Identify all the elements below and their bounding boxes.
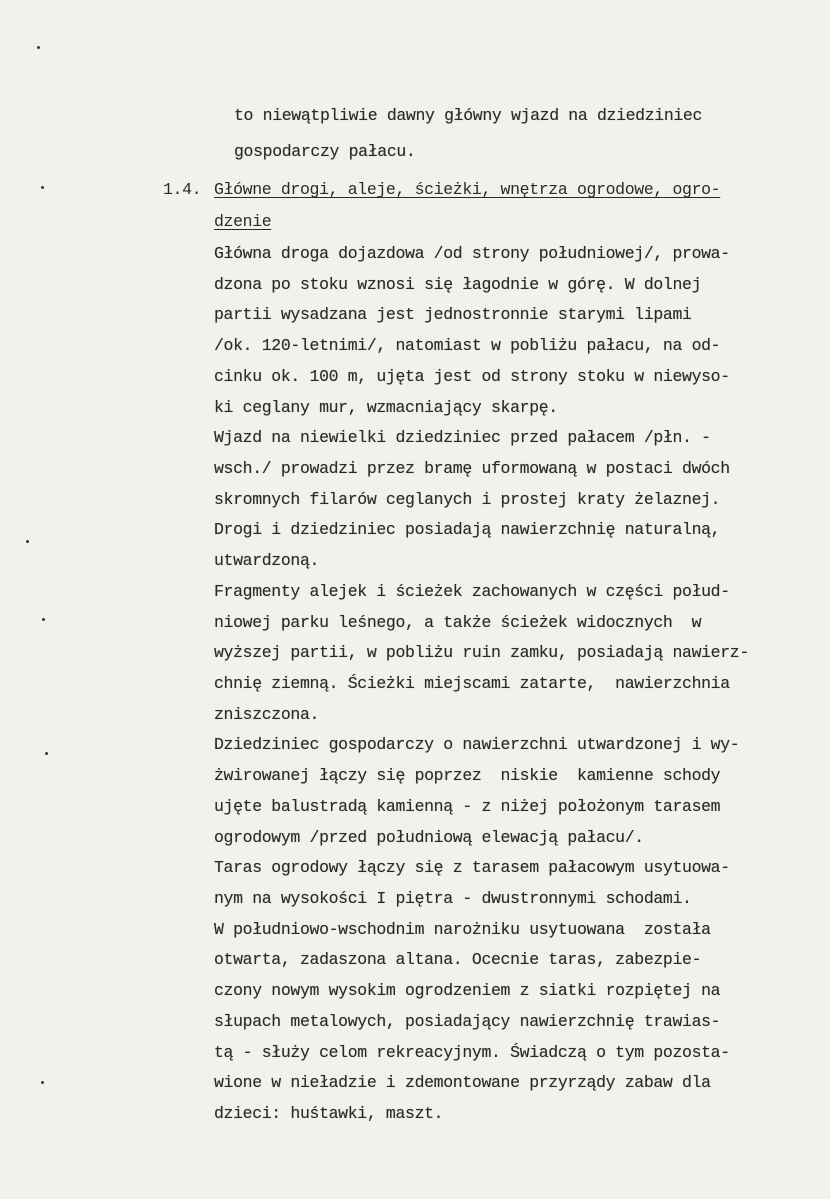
body-line: ogrodowym /przed południową elewacją pałacu/. (214, 828, 644, 847)
body-line: Główna droga dojazdowa /od strony południowej/, prowa- (214, 244, 730, 263)
body-line: tą - służy celom rekreacyjnym. Świadczą o tym pozosta- (214, 1043, 730, 1062)
body-line: dzona po stoku wznosi się łagodnie w górę. W dolnej (214, 275, 702, 294)
margin-speck (37, 46, 40, 49)
intro-line: to niewątpliwie dawny główny wjazd na dziedziniec (234, 106, 703, 125)
body-line: W południowo-wschodnim narożniku usytuowana została (214, 920, 711, 939)
body-line: partii wysadzana jest jednostronnie starymi lipami (214, 305, 692, 324)
body-line: wyższej partii, w pobliżu ruin zamku, posiadają nawierz- (214, 643, 749, 662)
body-line: Fragmenty alejek i ścieżek zachowanych w części połud- (214, 582, 730, 601)
section-title: Główne drogi, aleje, ścieżki, wnętrza ogrodowe, ogro- (214, 180, 721, 199)
margin-speck (26, 540, 29, 543)
body-line: niowej parku leśnego, a także ścieżek widocznych w (214, 613, 702, 632)
body-line: czony nowym wysokim ogrodzeniem z siatki rozpiętej na (214, 981, 721, 1000)
body-line: Taras ogrodowy łączy się z tarasem pałacowym usytuowa- (214, 858, 730, 877)
body-line: ujęte balustradą kamienną - z niżej położonym tarasem (214, 797, 721, 816)
body-line: skromnych filarów ceglanych i prostej kraty żelaznej. (214, 490, 721, 509)
body-line: ki ceglany mur, wzmacniający skarpę. (214, 398, 558, 417)
body-line: chnię ziemną. Ścieżki miejscami zatarte, nawierzchnia (214, 674, 730, 693)
body-line: nym na wysokości I piętra - dwustronnymi schodami. (214, 889, 692, 908)
body-line: zniszczona. (214, 705, 320, 724)
body-line: /ok. 120-letnimi/, natomiast w pobliżu pałacu, na od- (214, 336, 721, 355)
intro-line: gospodarczy pałacu. (234, 142, 416, 161)
body-line: cinku ok. 100 m, ujęta jest od strony stoku w niewyso- (214, 367, 730, 386)
margin-speck (41, 186, 44, 189)
body-line: wsch./ prowadzi przez bramę uformowaną w postaci dwóch (214, 459, 730, 478)
margin-speck (42, 618, 45, 621)
body-line: utwardzoną. (214, 551, 320, 570)
body-line: otwarta, zadaszona altana. Ocecnie taras, zabezpie- (214, 950, 702, 969)
body-line: Dziedziniec gospodarczy o nawierzchni utwardzonej i wy- (214, 735, 740, 754)
body-line: dzieci: huśtawki, maszt. (214, 1104, 444, 1123)
body-line: słupach metalowych, posiadający nawierzchnię trawias- (214, 1012, 721, 1031)
section-title: dzenie (214, 212, 272, 231)
margin-speck (41, 1081, 44, 1084)
body-line: wione w nieładzie i zdemontowane przyrządy zabaw dla (214, 1073, 711, 1092)
body-line: Drogi i dziedziniec posiadają nawierzchnię naturalną, (214, 520, 721, 539)
body-line: Wjazd na niewielki dziedziniec przed pałacem /płn. - (214, 428, 711, 447)
body-line: żwirowanej łączy się poprzez niskie kamienne schody (214, 766, 721, 785)
margin-speck (45, 752, 48, 755)
section-number: 1.4. (163, 180, 202, 199)
